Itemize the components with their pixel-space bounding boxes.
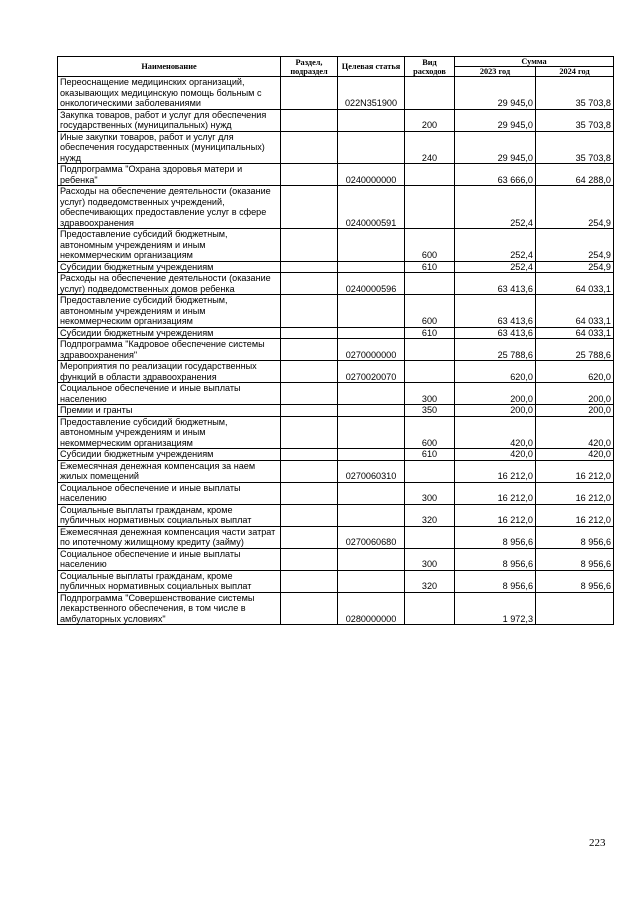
row-name: Субсидии бюджетным учреждениям xyxy=(58,327,281,339)
table-row xyxy=(58,327,614,339)
row-target xyxy=(338,405,405,417)
row-type xyxy=(405,186,455,229)
row-sum-2023: 8 956,6 xyxy=(455,548,536,570)
row-section xyxy=(281,229,338,262)
table-row xyxy=(58,261,614,273)
row-name: Ежемесячная денежная компенсация за наем жилых помещений xyxy=(58,460,281,482)
row-target xyxy=(338,229,405,262)
row-sum-2023: 25 788,6 xyxy=(455,339,536,361)
table-row xyxy=(58,131,614,164)
row-name: Расходы на обеспечение деятельности (оказание услуг) подведомственных учреждений, обеспечивающих предоставление услуг в сфере здравоохранения xyxy=(58,186,281,229)
row-sum-2023: 200,0 xyxy=(455,383,536,405)
row-name: Предоставление субсидий бюджетным, автономным учреждениям и иным некоммерческим организациям xyxy=(58,416,281,449)
row-name: Социальные выплаты гражданам, кроме публичных нормативных социальных выплат xyxy=(58,570,281,592)
row-section xyxy=(281,186,338,229)
row-type: 300 xyxy=(405,383,455,405)
table-body xyxy=(58,77,614,625)
row-sum-2023: 252,4 xyxy=(455,186,536,229)
row-sum-2023: 8 956,6 xyxy=(455,570,536,592)
row-section xyxy=(281,77,338,110)
row-sum-2024: 8 956,6 xyxy=(536,548,614,570)
row-type: 320 xyxy=(405,570,455,592)
header-name: Наименование xyxy=(58,57,281,77)
row-sum-2023: 63 413,6 xyxy=(455,295,536,328)
row-name: Премии и гранты xyxy=(58,405,281,417)
row-name: Социальное обеспечение и иные выплаты населению xyxy=(58,482,281,504)
row-target xyxy=(338,504,405,526)
row-target: 0270000000 xyxy=(338,339,405,361)
row-name: Закупка товаров, работ и услуг для обеспечения государственных (муниципальных) нужд xyxy=(58,109,281,131)
row-name: Мероприятия по реализации государственных функций в области здравоохранения xyxy=(58,361,281,383)
table-row xyxy=(58,77,614,110)
table-row xyxy=(58,295,614,328)
row-type xyxy=(405,592,455,625)
row-sum-2024: 64 033,1 xyxy=(536,295,614,328)
row-sum-2023: 29 945,0 xyxy=(455,131,536,164)
table-row xyxy=(58,361,614,383)
row-type: 350 xyxy=(405,405,455,417)
row-sum-2024: 16 212,0 xyxy=(536,482,614,504)
row-sum-2023: 8 956,6 xyxy=(455,526,536,548)
row-type xyxy=(405,77,455,110)
row-type xyxy=(405,460,455,482)
row-name: Субсидии бюджетным учреждениям xyxy=(58,261,281,273)
row-target xyxy=(338,327,405,339)
row-name: Подпрограмма "Совершенствование системы лекарственного обеспечения, в том числе в амбулаторных условиях" xyxy=(58,592,281,625)
row-section xyxy=(281,449,338,461)
header-year-2024: 2024 год xyxy=(536,67,614,77)
row-section xyxy=(281,592,338,625)
row-section xyxy=(281,164,338,186)
row-type: 600 xyxy=(405,295,455,328)
row-name: Ежемесячная денежная компенсация части затрат по ипотечному жилищному кредиту (займу) xyxy=(58,526,281,548)
header-sum: Сумма xyxy=(455,57,614,67)
row-section xyxy=(281,273,338,295)
row-target xyxy=(338,548,405,570)
row-type: 600 xyxy=(405,416,455,449)
row-target xyxy=(338,449,405,461)
row-name: Подпрограмма "Охрана здоровья матери и ребенка" xyxy=(58,164,281,186)
row-name: Социальное обеспечение и иные выплаты населению xyxy=(58,383,281,405)
row-sum-2023: 16 212,0 xyxy=(455,460,536,482)
row-sum-2023: 252,4 xyxy=(455,261,536,273)
row-target: 0240000596 xyxy=(338,273,405,295)
table-row xyxy=(58,339,614,361)
row-target: 0270060680 xyxy=(338,526,405,548)
row-type: 200 xyxy=(405,109,455,131)
row-type: 240 xyxy=(405,131,455,164)
row-sum-2023: 29 945,0 xyxy=(455,77,536,110)
row-sum-2023: 200,0 xyxy=(455,405,536,417)
row-target xyxy=(338,261,405,273)
row-section xyxy=(281,416,338,449)
row-target: 0240000591 xyxy=(338,186,405,229)
row-type: 610 xyxy=(405,327,455,339)
row-target xyxy=(338,131,405,164)
page-number: 223 xyxy=(589,837,606,849)
row-section xyxy=(281,405,338,417)
row-sum-2024: 25 788,6 xyxy=(536,339,614,361)
row-sum-2024: 620,0 xyxy=(536,361,614,383)
table-row xyxy=(58,460,614,482)
row-type xyxy=(405,361,455,383)
row-section xyxy=(281,131,338,164)
row-sum-2024: 254,9 xyxy=(536,229,614,262)
row-sum-2024: 8 956,6 xyxy=(536,570,614,592)
row-sum-2024: 16 212,0 xyxy=(536,504,614,526)
header-type: Вид расходов xyxy=(405,57,455,77)
row-type xyxy=(405,273,455,295)
row-name: Расходы на обеспечение деятельности (оказание услуг) подведомственных домов ребенка xyxy=(58,273,281,295)
row-sum-2024: 16 212,0 xyxy=(536,460,614,482)
row-name: Переоснащение медицинских организаций, оказывающих медицинскую помощь больным с онкологическими заболеваниями xyxy=(58,77,281,110)
row-type: 610 xyxy=(405,261,455,273)
table-row xyxy=(58,164,614,186)
row-type xyxy=(405,164,455,186)
table-row xyxy=(58,109,614,131)
row-sum-2024: 200,0 xyxy=(536,405,614,417)
table-row xyxy=(58,504,614,526)
row-target xyxy=(338,416,405,449)
row-section xyxy=(281,361,338,383)
budget-table xyxy=(57,56,614,625)
row-section xyxy=(281,261,338,273)
row-sum-2024: 200,0 xyxy=(536,383,614,405)
row-sum-2024: 254,9 xyxy=(536,186,614,229)
row-name: Предоставление субсидий бюджетным, автономным учреждениям и иным некоммерческим организациям xyxy=(58,295,281,328)
row-target: 0270060310 xyxy=(338,460,405,482)
row-sum-2023: 63 413,6 xyxy=(455,273,536,295)
table-row xyxy=(58,186,614,229)
table-row xyxy=(58,383,614,405)
row-target xyxy=(338,570,405,592)
row-target: 0280000000 xyxy=(338,592,405,625)
row-target: 0270020070 xyxy=(338,361,405,383)
row-section xyxy=(281,482,338,504)
row-sum-2023: 620,0 xyxy=(455,361,536,383)
row-target xyxy=(338,295,405,328)
row-target: 0240000000 xyxy=(338,164,405,186)
row-section xyxy=(281,383,338,405)
table-row xyxy=(58,482,614,504)
table-row xyxy=(58,449,614,461)
table-row xyxy=(58,405,614,417)
row-name: Иные закупки товаров, работ и услуг для обеспечения государственных (муниципальных) нужд xyxy=(58,131,281,164)
row-section xyxy=(281,570,338,592)
row-sum-2023: 1 972,3 xyxy=(455,592,536,625)
row-sum-2024: 254,9 xyxy=(536,261,614,273)
table-row xyxy=(58,570,614,592)
row-sum-2023: 420,0 xyxy=(455,416,536,449)
row-section xyxy=(281,460,338,482)
row-section xyxy=(281,295,338,328)
row-section xyxy=(281,327,338,339)
row-sum-2024: 35 703,8 xyxy=(536,131,614,164)
row-sum-2023: 63 666,0 xyxy=(455,164,536,186)
row-sum-2024: 64 033,1 xyxy=(536,327,614,339)
row-sum-2024 xyxy=(536,592,614,625)
row-sum-2024: 35 703,8 xyxy=(536,77,614,110)
row-sum-2023: 29 945,0 xyxy=(455,109,536,131)
row-sum-2023: 420,0 xyxy=(455,449,536,461)
row-sum-2024: 420,0 xyxy=(536,416,614,449)
row-sum-2023: 16 212,0 xyxy=(455,482,536,504)
table-row xyxy=(58,592,614,625)
row-section xyxy=(281,339,338,361)
row-sum-2024: 64 033,1 xyxy=(536,273,614,295)
table-row xyxy=(58,416,614,449)
row-type: 600 xyxy=(405,229,455,262)
row-target xyxy=(338,383,405,405)
row-type xyxy=(405,526,455,548)
row-sum-2023: 16 212,0 xyxy=(455,504,536,526)
table-row xyxy=(58,229,614,262)
row-sum-2023: 63 413,6 xyxy=(455,327,536,339)
row-section xyxy=(281,548,338,570)
row-type: 320 xyxy=(405,504,455,526)
row-sum-2024: 35 703,8 xyxy=(536,109,614,131)
table-row xyxy=(58,526,614,548)
row-name: Субсидии бюджетным учреждениям xyxy=(58,449,281,461)
row-sum-2024: 8 956,6 xyxy=(536,526,614,548)
row-name: Подпрограмма "Кадровое обеспечение системы здравоохранения" xyxy=(58,339,281,361)
row-type: 300 xyxy=(405,548,455,570)
row-type: 300 xyxy=(405,482,455,504)
header-section: Раздел, подраздел xyxy=(281,57,338,77)
row-target xyxy=(338,482,405,504)
row-name: Социальные выплаты гражданам, кроме публичных нормативных социальных выплат xyxy=(58,504,281,526)
row-type: 610 xyxy=(405,449,455,461)
header-year-2023: 2023 год xyxy=(455,67,536,77)
row-sum-2023: 252,4 xyxy=(455,229,536,262)
row-sum-2024: 420,0 xyxy=(536,449,614,461)
table-row xyxy=(58,273,614,295)
row-sum-2024: 64 288,0 xyxy=(536,164,614,186)
row-type xyxy=(405,339,455,361)
header-target: Целевая статья xyxy=(338,57,405,77)
row-section xyxy=(281,109,338,131)
row-target: 022N351900 xyxy=(338,77,405,110)
row-section xyxy=(281,526,338,548)
row-section xyxy=(281,504,338,526)
row-name: Социальное обеспечение и иные выплаты населению xyxy=(58,548,281,570)
table-row xyxy=(58,548,614,570)
row-target xyxy=(338,109,405,131)
row-name: Предоставление субсидий бюджетным, автономным учреждениям и иным некоммерческим организациям xyxy=(58,229,281,262)
